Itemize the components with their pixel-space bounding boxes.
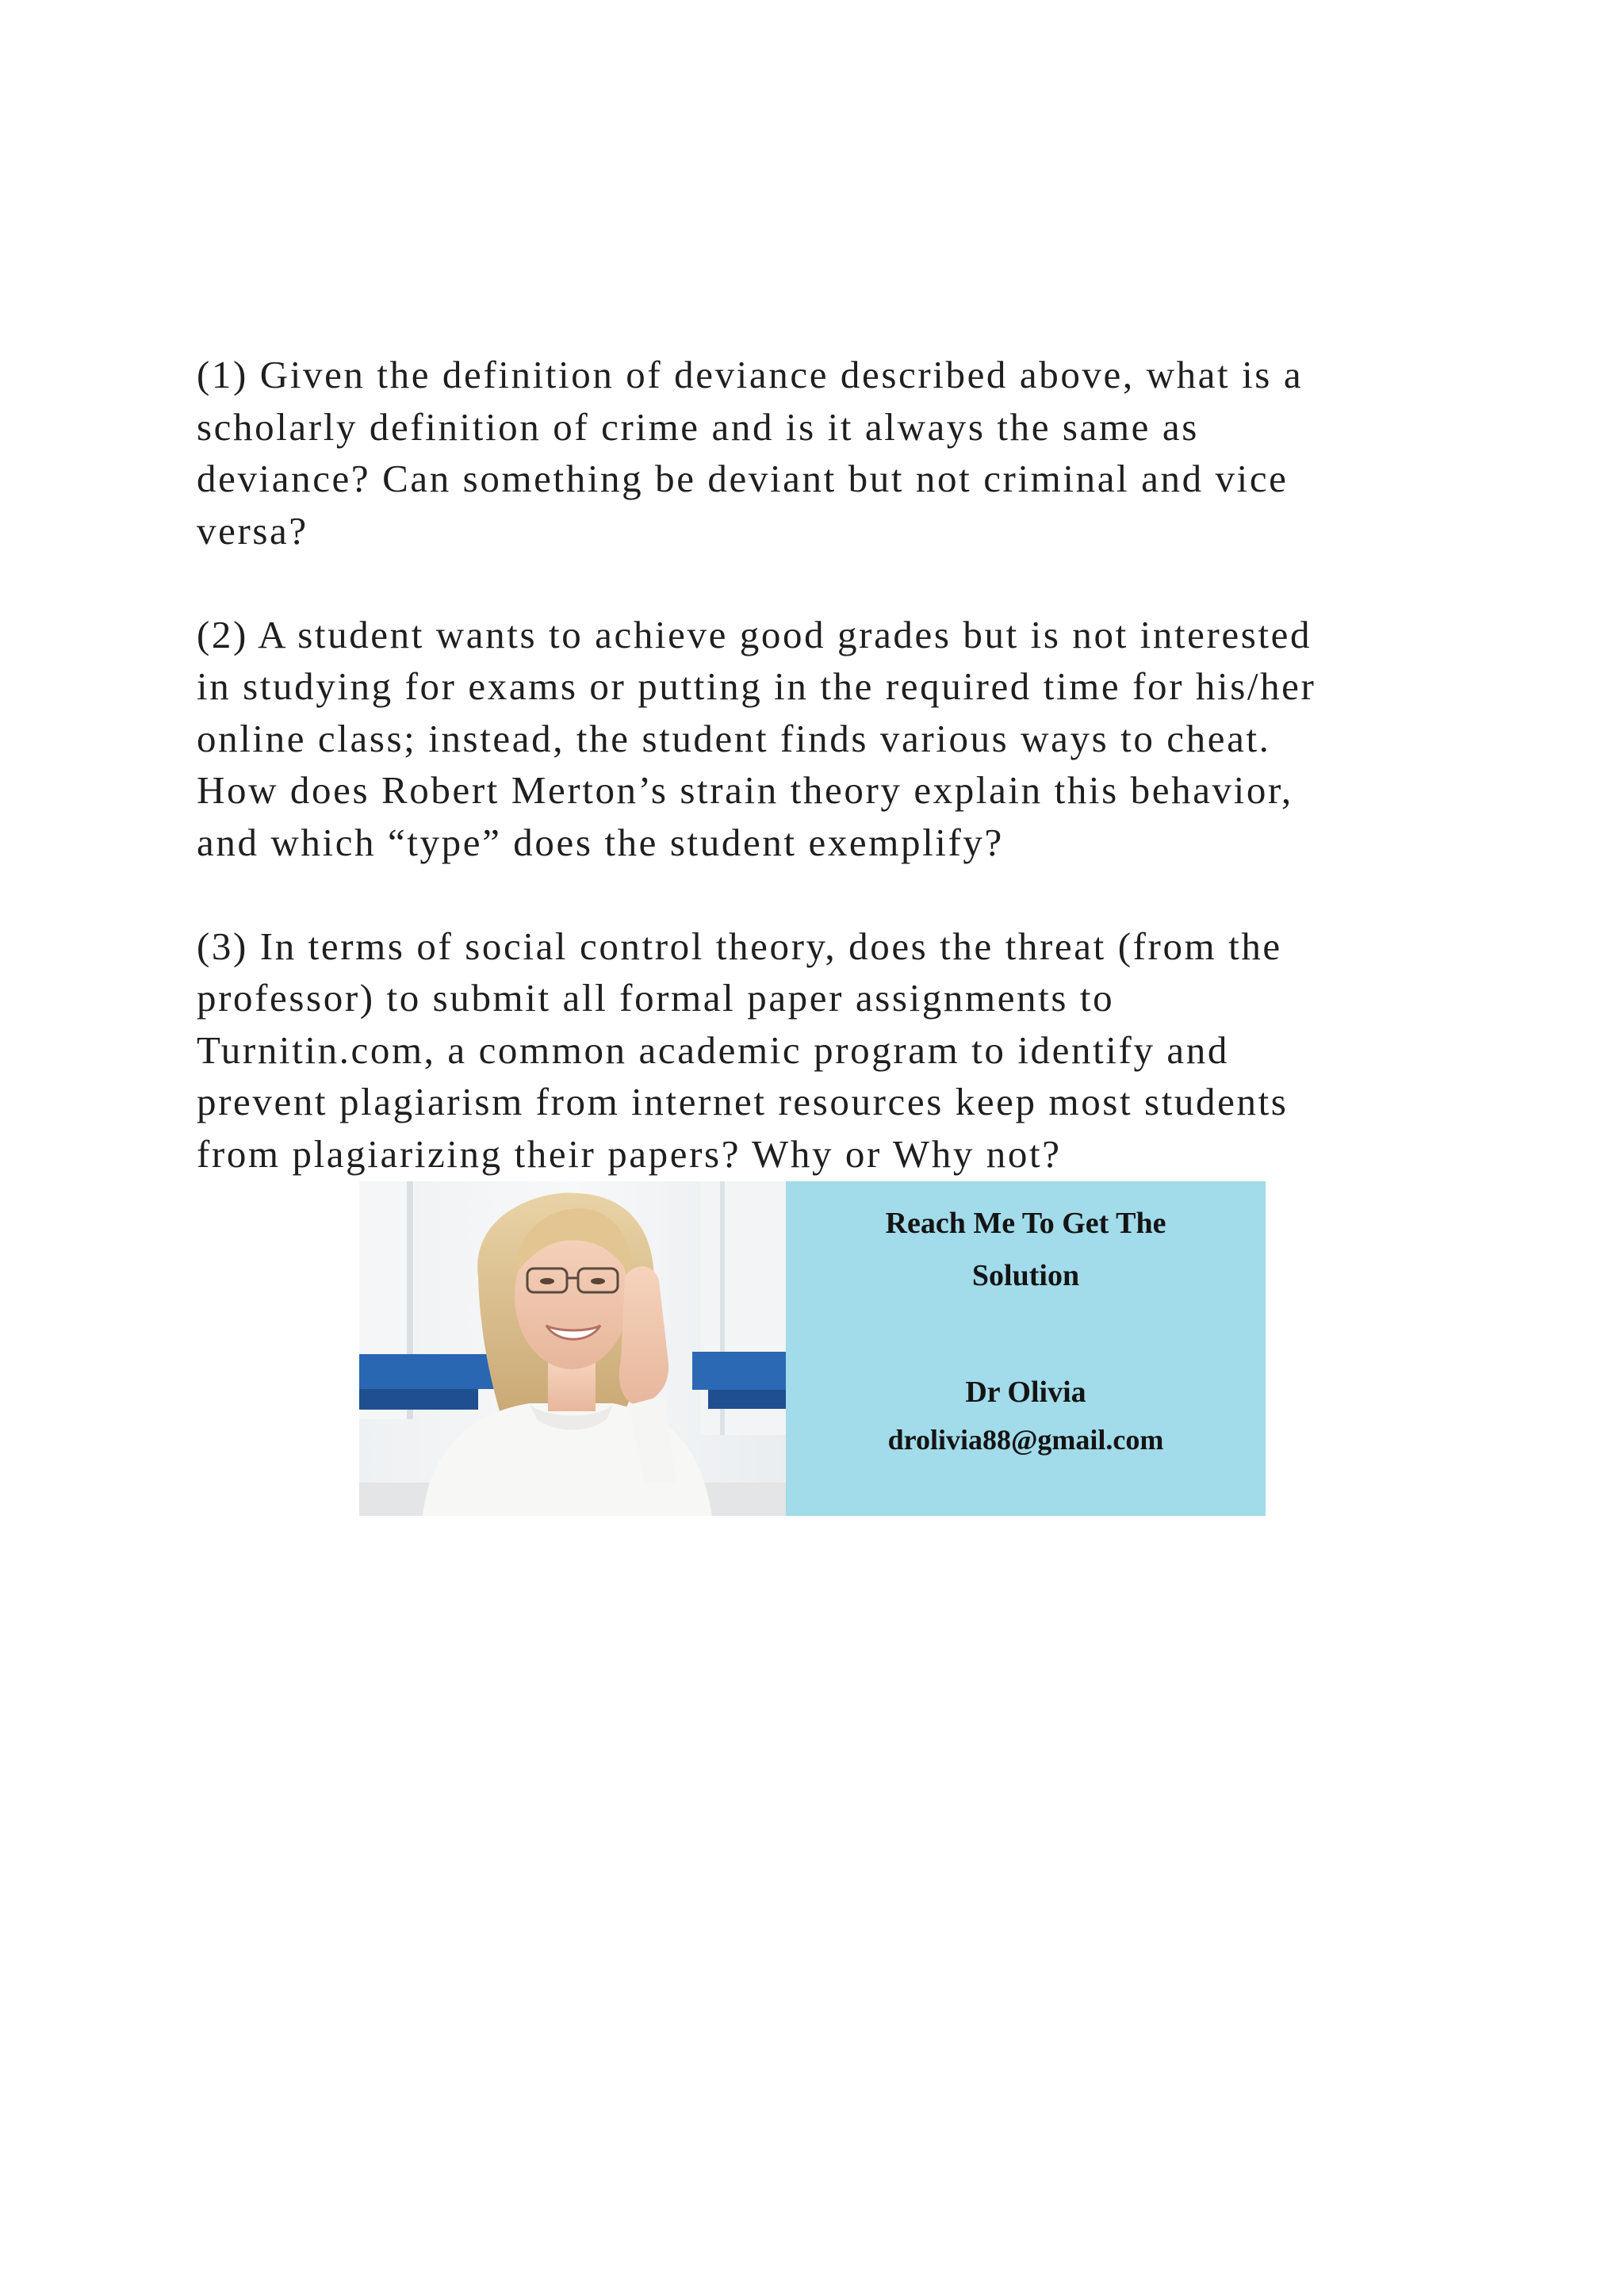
contact-banner xyxy=(359,1181,1266,1516)
question-list xyxy=(197,349,1465,1180)
question-line: in studying for exams or putting in the required time for his/her xyxy=(197,664,1316,708)
question-line: (1) Given the definition of deviance described above, what is a xyxy=(197,353,1304,396)
banner-heading-line-2: Solution xyxy=(971,1259,1080,1292)
question-line: How does Robert Merton’s strain theory explain this behavior, xyxy=(197,768,1293,812)
question-1 xyxy=(197,349,1465,557)
question-3 xyxy=(197,920,1465,1181)
question-line: deviance? Can something be deviant but not criminal and vice xyxy=(197,457,1289,500)
contact-panel xyxy=(786,1181,1266,1516)
question-line: (3) In terms of social control theory, does the threat (from the xyxy=(197,924,1282,968)
question-line: online class; instead, the student finds various ways to cheat. xyxy=(197,716,1271,760)
woman-photo-illustration xyxy=(359,1181,786,1516)
banner-heading-line-1: Reach Me To Get The xyxy=(885,1207,1166,1240)
question-line: Turnitin.com, a common academic program to identify and xyxy=(197,1027,1229,1072)
question-line: and which “type” does the student exemplify? xyxy=(197,820,1004,864)
contact-email: drolivia88@gmail.com xyxy=(887,1424,1164,1456)
contact-name: Dr Olivia xyxy=(965,1376,1086,1409)
question-line: from plagiarizing their papers? Why or Why not? xyxy=(197,1131,1062,1176)
question-line: prevent plagiarism from internet resources keep most students xyxy=(197,1080,1289,1123)
question-2 xyxy=(197,609,1465,869)
question-line: versa? xyxy=(197,508,308,553)
woman-photo xyxy=(359,1181,786,1516)
question-line: professor) to submit all formal paper assignments to xyxy=(197,976,1115,1020)
question-line: (2) A student wants to achieve good grades but is not interested xyxy=(197,612,1312,656)
question-line: scholarly definition of crime and is it always the same as xyxy=(197,404,1199,449)
